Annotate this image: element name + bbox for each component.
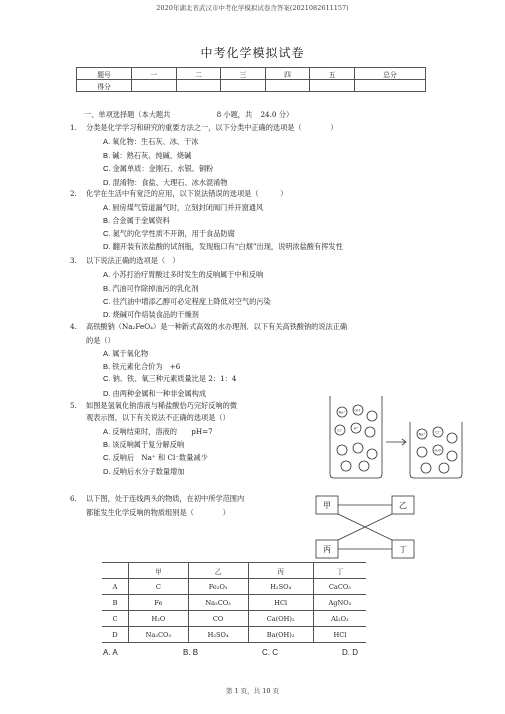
option-3b[interactable] <box>103 284 198 294</box>
page-footer: 第 1 页，共 10 页 <box>225 687 280 695</box>
score-cell: 一 <box>132 68 177 80</box>
table-cell: C <box>129 579 189 595</box>
table-cell: Na₂CO₃ <box>188 595 248 611</box>
table-cell: Na₂CO₃ <box>129 627 189 643</box>
reactant-table <box>102 562 366 643</box>
question-text: 如图是氢氧化钠溶液与稀盐酸恰巧完好反响的微 <box>86 401 237 410</box>
option-text: 氧化物：生石灰、冰、干冰 <box>112 137 199 146</box>
question-4-stem <box>70 322 348 332</box>
table-cell: HCl <box>313 627 366 643</box>
option-1c[interactable] <box>103 164 213 174</box>
section-heading <box>84 110 293 120</box>
score-cell: 五 <box>310 68 355 80</box>
table-cell: A <box>102 579 129 595</box>
option-letter: C. <box>103 297 111 306</box>
option-letter: D. <box>103 389 111 398</box>
score-cell: 四 <box>265 68 310 80</box>
score-cell: 得分 <box>77 80 132 92</box>
question-2-stem <box>70 189 288 199</box>
score-blank <box>132 80 177 92</box>
table-cell: Fe <box>129 595 189 611</box>
answer-a[interactable]: A. A <box>103 648 118 657</box>
option-text: 钠、铁、氧三种元素质量比是 2：1：4 <box>112 374 237 383</box>
table-cell: CO <box>188 611 248 627</box>
table-header-row <box>102 563 366 579</box>
option-3d[interactable] <box>103 310 199 320</box>
option-text: 该反响属于复分解反响 <box>112 440 185 449</box>
option-text: 氮气的化学性质不开朗，用于食品防腐 <box>112 229 235 238</box>
option-letter: B. <box>103 440 111 449</box>
option-text: 厨房煤气管道漏气时，立刻封闭阀门并开窗通风 <box>112 203 264 212</box>
document-header: 2020年湖北省武汉市中考化学模拟试卷含答案(2021082611157) <box>156 4 349 12</box>
table-cell: Fe₂O₃ <box>188 579 248 595</box>
option-letter: A. <box>103 203 111 212</box>
option-text: 小苏打治疗胃酸过多时发生的反响属于中和反响 <box>112 270 264 279</box>
question-number: 3. <box>70 256 77 265</box>
question-text: 以下说法正确的选项是（ ） <box>86 256 180 265</box>
answer-c[interactable]: C. C <box>262 648 278 657</box>
option-letter: B. <box>103 362 111 371</box>
option-letter: B. <box>103 151 111 160</box>
option-letter: D. <box>103 310 111 319</box>
question-4-stem-cont: 的是（） <box>86 336 115 345</box>
table-cell: Al₂O₃ <box>313 611 366 627</box>
section-points: 24.0 分） <box>260 110 294 119</box>
score-blank <box>221 80 266 92</box>
answer-b[interactable]: B. B <box>183 648 199 657</box>
question-1-stem <box>70 123 338 133</box>
question-number: 6. <box>70 494 77 503</box>
option-5b[interactable] <box>103 440 184 450</box>
option-text: 碱：熟石灰、纯碱、烧碱 <box>112 151 192 160</box>
option-letter: C. <box>103 374 111 383</box>
table-cell: CaCO₃ <box>313 579 366 595</box>
table-cell: H₂SO₄ <box>248 579 313 595</box>
table-cell: HCl <box>248 595 313 611</box>
table-header-cell: 丁 <box>313 563 366 579</box>
option-text: 铁元素化合价为 +6 <box>112 362 181 371</box>
question-number: 2. <box>70 189 77 198</box>
option-3a[interactable] <box>103 270 263 280</box>
option-1a[interactable] <box>103 137 198 147</box>
option-letter: A. <box>103 427 111 436</box>
table-header-cell: 丙 <box>248 563 313 579</box>
ion-label: Na⁺ <box>418 432 426 437</box>
option-letter: D. <box>103 467 111 476</box>
option-letter: A. <box>103 349 111 358</box>
table-cell: H₂O <box>129 611 189 627</box>
answer-d[interactable]: D. D <box>342 648 358 657</box>
question-number: 4. <box>70 322 77 331</box>
table-row <box>102 627 366 643</box>
option-text: 属于氧化物 <box>112 349 149 358</box>
score-value-row <box>77 80 426 92</box>
option-letter: A. <box>103 137 111 146</box>
question-text: 分类是化学学习和研究的重要方法之一，以下分类中正确的选项是（ ） <box>86 123 338 132</box>
option-letter: D. <box>103 178 111 187</box>
score-cell: 三 <box>221 68 266 80</box>
option-1b[interactable] <box>103 151 191 161</box>
score-cell: 二 <box>176 68 221 80</box>
option-text: 由两种金属和一种非金属构成 <box>112 389 207 398</box>
option-text: 反响后水分子数量增加 <box>112 467 185 476</box>
option-1d[interactable] <box>103 178 228 188</box>
option-5c[interactable] <box>103 453 208 463</box>
option-letter: A. <box>103 270 111 279</box>
score-header-row <box>77 68 426 80</box>
score-blank <box>355 80 426 92</box>
option-letter: B. <box>103 216 111 225</box>
ion-label: Cl⁻ <box>337 428 343 433</box>
table-header-cell: 甲 <box>129 563 189 579</box>
option-2b[interactable] <box>103 216 170 226</box>
score-blank <box>265 80 310 92</box>
option-5d[interactable] <box>103 467 184 477</box>
option-4d[interactable] <box>103 389 206 399</box>
option-letter: D. <box>103 242 111 251</box>
option-letter: B. <box>103 284 111 293</box>
table-row <box>102 595 366 611</box>
table-header-cell <box>102 563 129 579</box>
score-cell: 题号 <box>77 68 132 80</box>
option-text: 混淆物：食盐、大理石、冰水混淆物 <box>112 178 228 187</box>
option-letter: C. <box>103 453 111 462</box>
question-5-stem-cont: 观表示图，以下有关说法不正确的选项是（） <box>86 413 230 422</box>
score-cell: 总分 <box>355 68 426 80</box>
option-2d[interactable] <box>103 242 343 252</box>
option-text: 合金属于金属资料 <box>112 216 170 225</box>
reaction-diagram <box>312 492 418 564</box>
question-text: 化学在生活中有宽泛的应用，以下说法错误的选项是（ ） <box>86 189 288 198</box>
option-3c[interactable] <box>103 297 271 307</box>
option-4b[interactable] <box>103 362 180 372</box>
section-count: 8 小题，共 <box>216 110 253 119</box>
option-text: 反响结束时，溶液的 pH=7 <box>112 427 213 436</box>
option-text: 汽油可作除掉油污的乳化剂 <box>112 284 199 293</box>
option-text: 翻开装有浓盐酸的试剂瓶，发现瓶口有“白烟”出现，说明浓盐酸有挥发性 <box>112 242 343 251</box>
table-cell: H₂SO₄ <box>188 627 248 643</box>
option-2a[interactable] <box>103 203 263 213</box>
option-2c[interactable] <box>103 229 235 239</box>
ion-label: H⁺ <box>353 426 359 431</box>
question-number: 1. <box>70 123 77 132</box>
ion-label: Na⁺ <box>338 410 346 415</box>
option-text: 金属单质：金刚石、水银、铜粉 <box>112 164 214 173</box>
ion-label: H₂O <box>434 448 442 453</box>
ion-circles <box>335 405 457 473</box>
question-5-stem <box>70 401 237 411</box>
table-cell: C <box>102 611 129 627</box>
box-label-jia: 甲 <box>323 501 331 510</box>
box-label-bing: 丙 <box>323 545 331 554</box>
box-label-yi: 乙 <box>399 501 407 510</box>
question-text: 以下图，处于连线两头的物质，在初中所学范围内 <box>86 494 245 503</box>
score-blank <box>310 80 355 92</box>
table-cell: Ca(OH)₂ <box>248 611 313 627</box>
option-4c[interactable] <box>103 374 236 384</box>
table-header-cell: 乙 <box>188 563 248 579</box>
ion-label: Cl⁻ <box>435 430 441 435</box>
table-row <box>102 611 366 627</box>
section-heading-text: 一、单项选择题（本大题共 <box>84 110 171 119</box>
question-number: 5. <box>70 401 77 410</box>
table-row <box>102 579 366 595</box>
question-6-stem <box>70 494 245 504</box>
table-cell: AgNO₃ <box>313 595 366 611</box>
option-letter: C. <box>103 164 111 173</box>
box-label-ding: 丁 <box>399 545 407 554</box>
table-cell: B <box>102 595 129 611</box>
option-4a[interactable] <box>103 349 148 359</box>
score-table <box>76 67 426 92</box>
option-text: 烧碱可作焙装食品的干燥剂 <box>112 310 199 319</box>
option-text: 反响后 Na⁺ 和 Cl⁻数量减少 <box>112 453 208 462</box>
option-5a[interactable] <box>103 427 213 437</box>
question-3-stem <box>70 256 180 266</box>
option-text: 往汽油中增添乙醇可必定程度上降低对空气的污染 <box>112 297 271 306</box>
question-6-stem-cont: 都能发生化学反响的物质组别是（ ） <box>86 508 230 517</box>
ion-label: OH⁻ <box>354 408 362 413</box>
score-blank <box>176 80 221 92</box>
option-letter: C. <box>103 229 111 238</box>
question-text: 高铁酸钠（Na₂FeO₄）是一种新式高效的水办理剂．以下有关高铁酸钠的说法正确 <box>86 322 348 331</box>
table-cell: Ba(OH)₂ <box>248 627 313 643</box>
table-cell: D <box>102 627 129 643</box>
beaker-diagram <box>326 392 468 480</box>
page-title: 中考化学模拟试卷 <box>200 46 305 60</box>
